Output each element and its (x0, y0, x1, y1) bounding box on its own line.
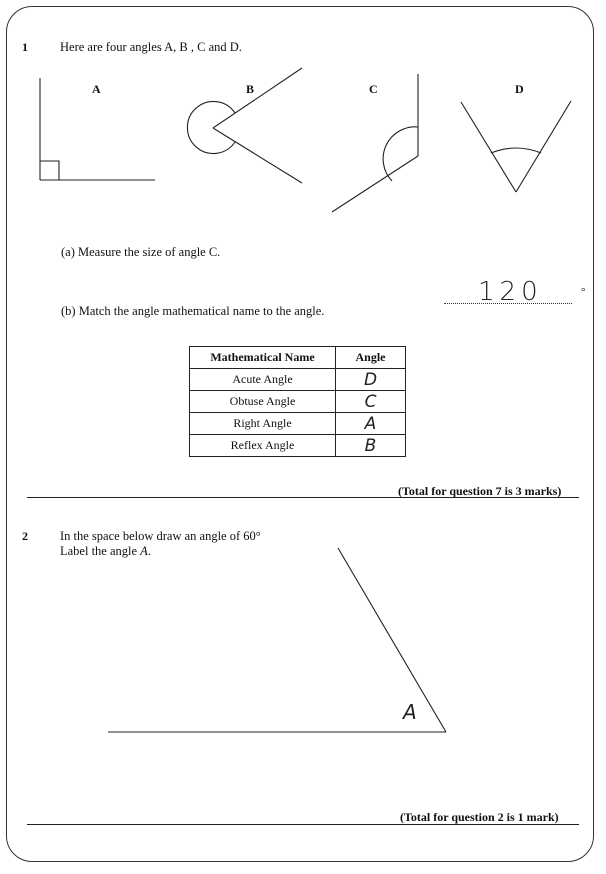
question-2-line-2-prefix: Label the angle (60, 544, 141, 558)
table-cell-name: Acute Angle (190, 369, 336, 391)
table-cell-answer: C (336, 391, 406, 413)
angle-label-d: D (515, 82, 524, 96)
question-2-divider (27, 824, 579, 825)
angle-slant-line (338, 548, 446, 732)
question-2-line-2-suffix: . (147, 544, 151, 558)
question-2-line-1: In the space below draw an angle of 60° (60, 529, 261, 543)
angle-label-c: C (369, 82, 378, 96)
question-2-angle-variable: A (140, 544, 148, 558)
table-header-angle: Angle (336, 347, 406, 369)
question-2-number: 2 (22, 529, 28, 543)
angle-label-a: A (92, 82, 101, 96)
table-cell-name: Reflex Angle (190, 435, 336, 457)
question-1a-text: (a) Measure the size of angle C. (61, 245, 221, 259)
question-1-intro: Here are four angles A, B , C and D. (60, 40, 242, 54)
table-cell-answer: D (336, 369, 406, 391)
table-cell-name: Right Angle (190, 413, 336, 435)
degree-symbol: ° (581, 286, 586, 298)
answer-1a-handwritten: 120 (478, 277, 543, 307)
table-cell-answer: A (336, 413, 406, 435)
drawn-angle-label-handwritten: A (403, 700, 417, 724)
question-1b-text: (b) Match the angle mathematical name to the angle. (61, 304, 325, 318)
question-1-total: (Total for question 7 is 3 marks) (398, 484, 562, 498)
table-cell-name: Obtuse Angle (190, 391, 336, 413)
table-header-name: Mathematical Name (190, 347, 336, 369)
question-2-total: (Total for question 2 is 1 mark) (400, 810, 559, 824)
question-1-number: 1 (22, 40, 28, 54)
table-cell-answer: B (336, 435, 406, 457)
angle-label-b: B (246, 82, 255, 96)
